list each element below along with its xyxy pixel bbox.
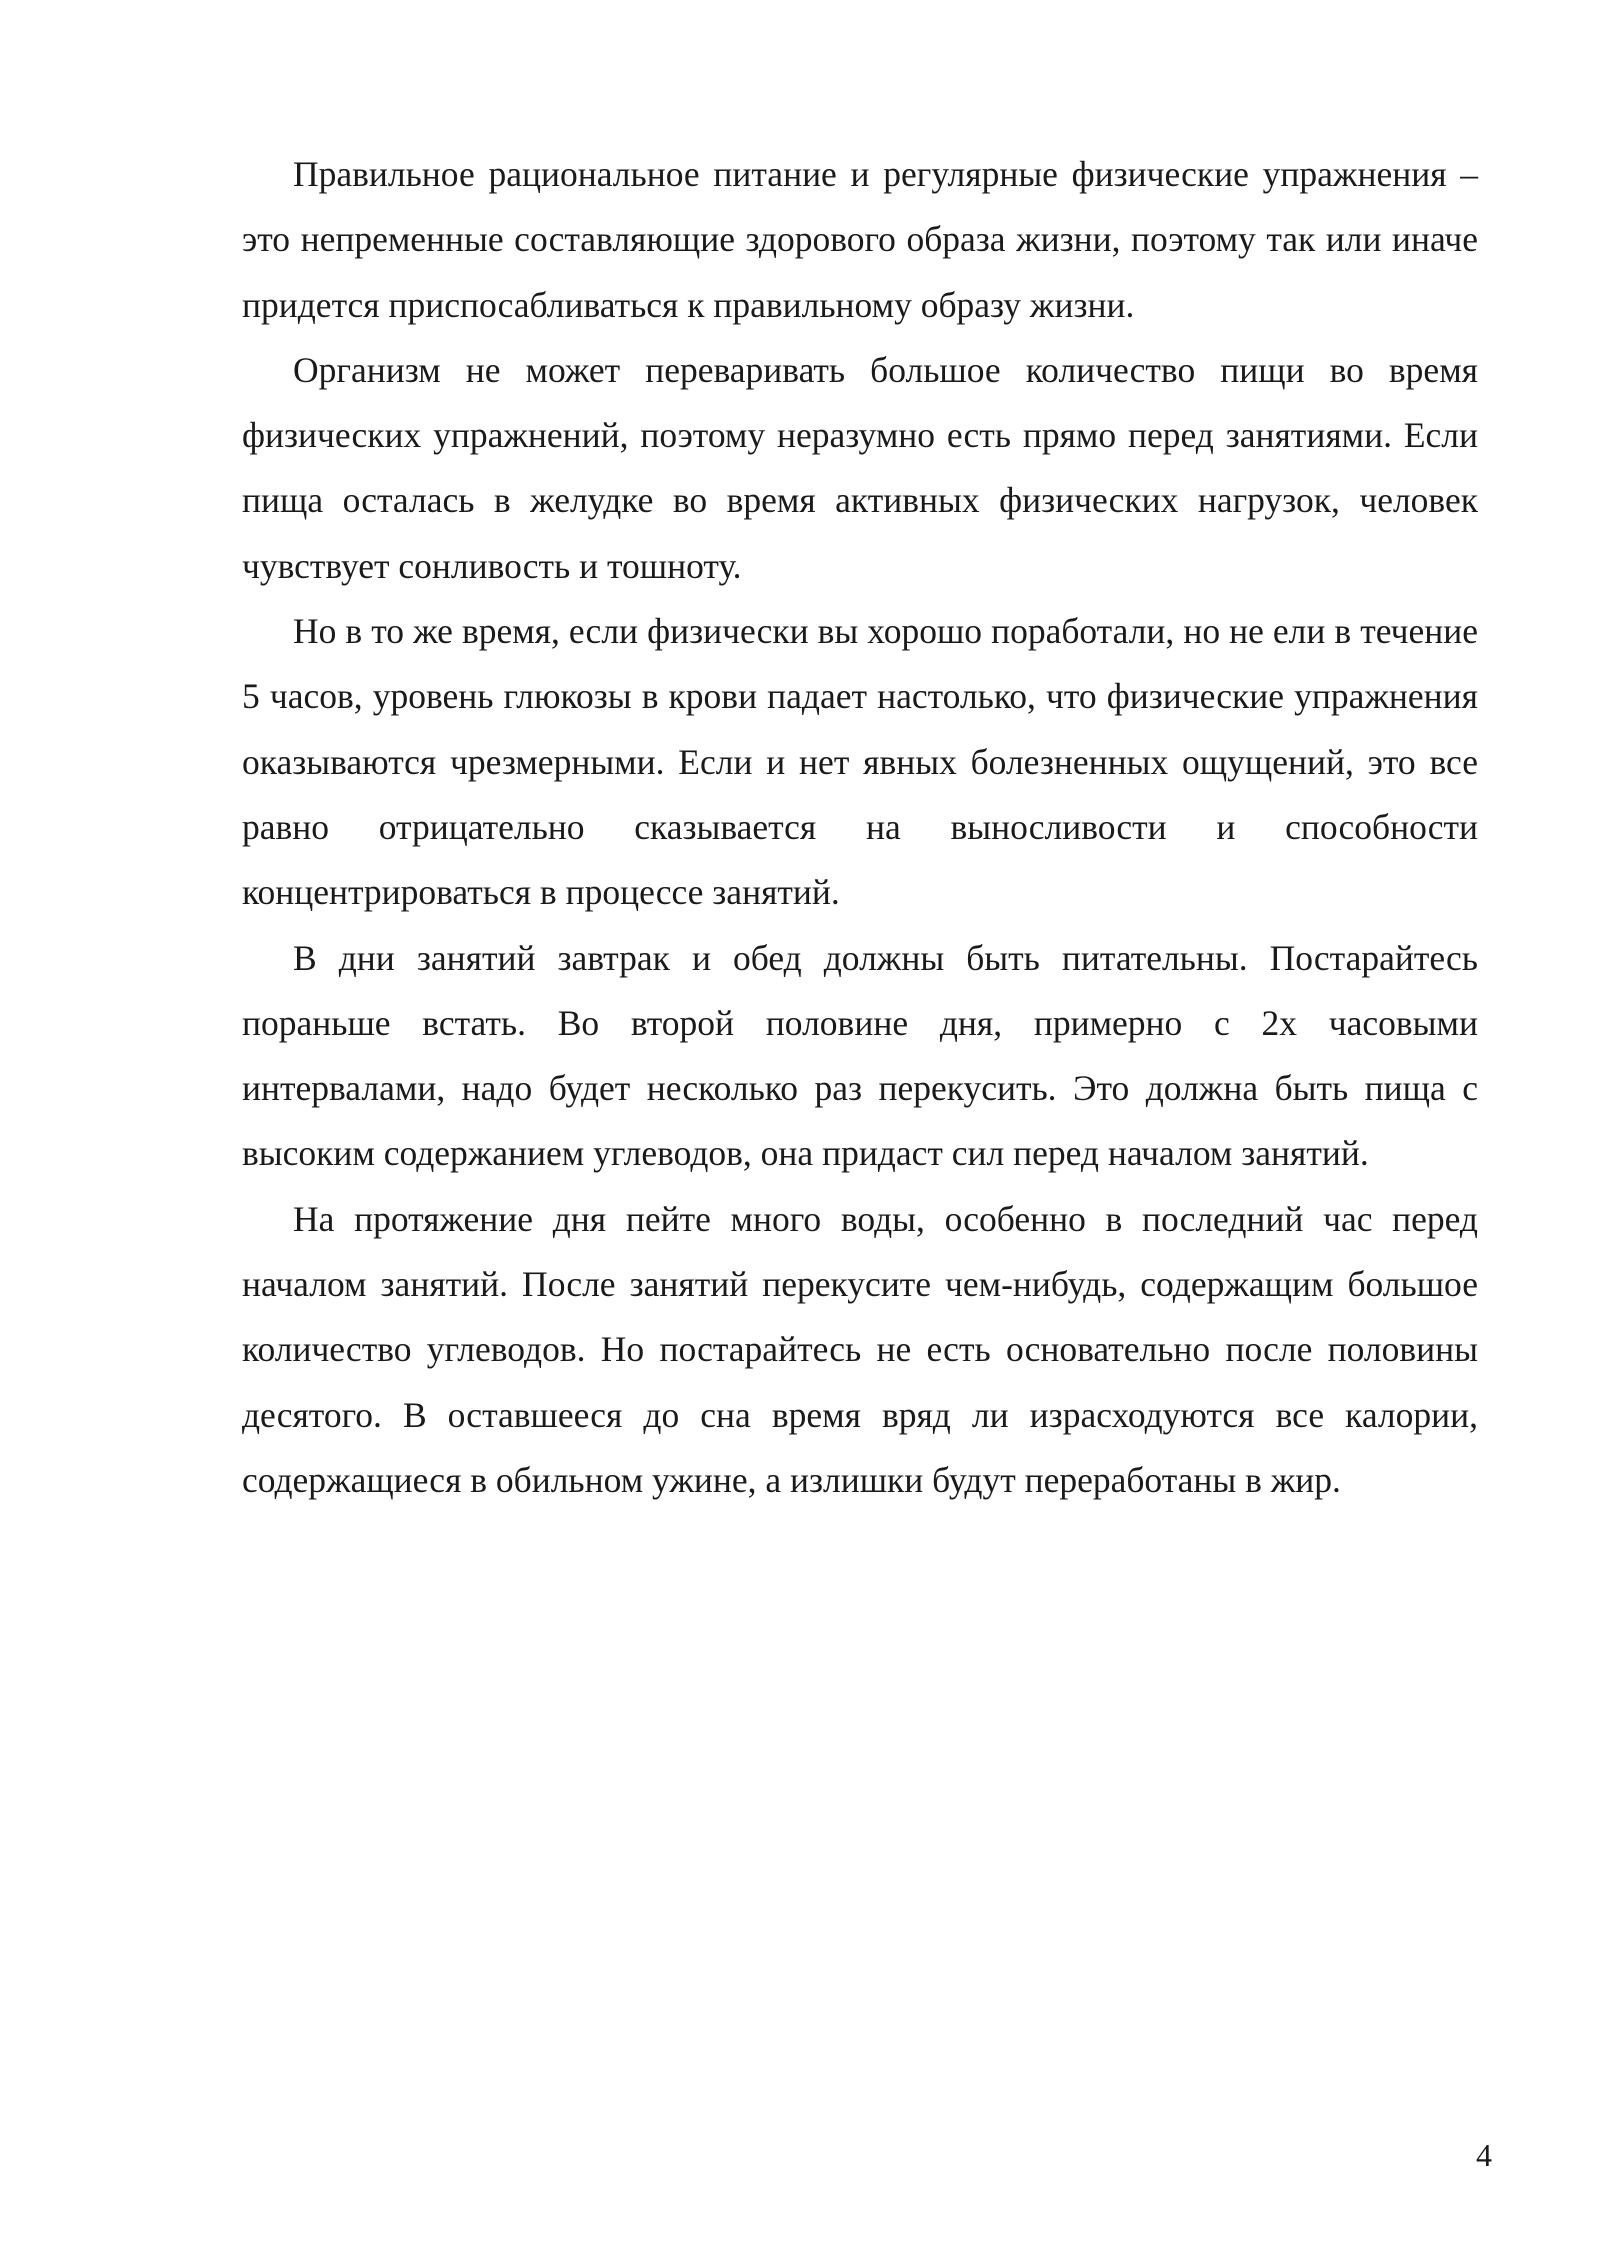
body-text	[242, 142, 1478, 1513]
paragraph-1: Правильное рациональное питание и регулярные физические упражнения – это непременные составляющие здорового образа жизни, поэтому так или иначе придется приспосабливаться к правильному образу жизни.	[242, 154, 1478, 325]
paragraph-4: В дни занятий завтрак и обед должны быть питательны. Постарайтесь пораньше встать. Во второй половине дня, примерно с 2х часовыми интервалами, надо будет несколько раз перекусить. Это должна быть пища с высоким содержанием углеводов, она придаст сил перед началом занятий.	[242, 937, 1478, 1174]
paragraph-2: Организм не может переваривать большое количество пищи во время физических упражнений, поэтому неразумно есть прямо перед занятиями. Если пища осталась в желудке во время активных физических нагрузок, человек чувствует сонливость и тошноту.	[242, 349, 1478, 586]
paragraph-3: Но в то же время, если физически вы хорошо поработали, но не ели в течение 5 часов, уровень глюкозы в крови падает настолько, что физические упражнения оказываются чрезмерными. Если и нет явных болезненных ощущений, это все равно отрицательно сказывается на выносливости и способности концентрироваться в процессе занятий.	[242, 611, 1478, 913]
page-number: 4	[1476, 2137, 1492, 2173]
paragraph-5: На протяжение дня пейте много воды, особенно в последний час перед началом занятий. После занятий перекусите чем-нибудь, содержащим большое количество углеводов. Но постарайтесь не есть основательно после половины десятого. В оставшееся до сна время вряд ли израсходуются все калории, содержащиеся в обильном ужине, а излишки будут переработаны в жир.	[242, 1198, 1478, 1500]
